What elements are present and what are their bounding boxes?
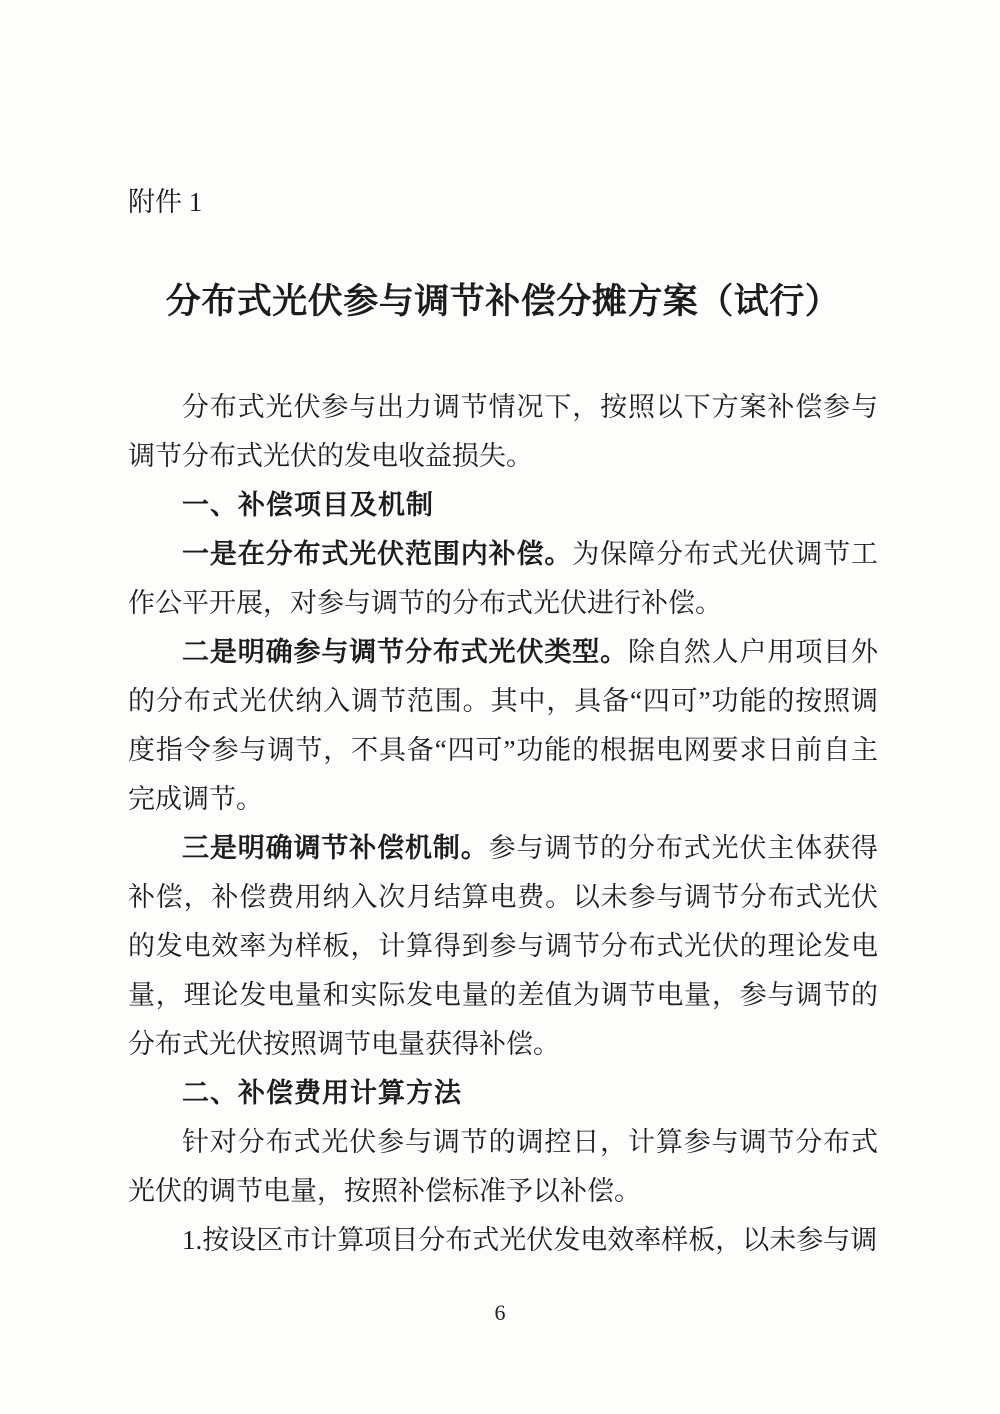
paragraph-point-2-text: 除自然人户用项目外的分布式光伏纳入调节范围。其中，具备“四可”功能的按照调度指令参与调节，不具备“四可”功能的根据电网要求日前自主完成调节。 [128,637,878,814]
paragraph-point-1-text: 为保障分布式光伏调节工作公平开展，对参与调节的分布式光伏进行补偿。 [128,539,878,618]
intro-paragraph: 分布式光伏参与出力调节情况下，按照以下方案补偿参与调节分布式光伏的发电收益损失。 [128,392,878,471]
section-heading-2: 二、补偿费用计算方法 [182,1078,462,1108]
method-intro-paragraph: 针对分布式光伏参与调节的调控日，计算参与调节分布式光伏的调节电量，按照补偿标准予以补偿。 [128,1127,878,1206]
paragraph-point-2 [128,628,878,824]
document-title: 分布式光伏参与调节补偿分摊方案（试行） [165,282,841,321]
paragraph-point-3-lead: 三是明确调节补偿机制。 [182,833,489,863]
document-body [128,383,878,1265]
paragraph-point-2-lead: 二是明确参与调节分布式光伏类型。 [182,637,628,667]
paragraph-point-3-text: 参与调节的分布式光伏主体获得补偿，补偿费用纳入次月结算电费。以未参与调节分布式光伏的发电效率为样板，计算得到参与调节分布式光伏的理论发电量，理论发电量和实际发电量的差值为调节电量，参与调节的分布式光伏按照调节电量获得补偿。 [128,833,878,1059]
paragraph-point-3 [128,824,878,1069]
paragraph-point-1 [128,530,878,628]
attachment-label: 附件 1 [128,187,203,217]
section-heading-1: 一、补偿项目及机制 [182,490,434,520]
paragraph-point-1-lead: 一是在分布式光伏范围内补偿。 [182,539,573,569]
page-number: 6 [494,1300,506,1325]
method-step-1-paragraph: 1.按设区市计算项目分布式光伏发电效率样板，以未参与调 [182,1225,878,1255]
